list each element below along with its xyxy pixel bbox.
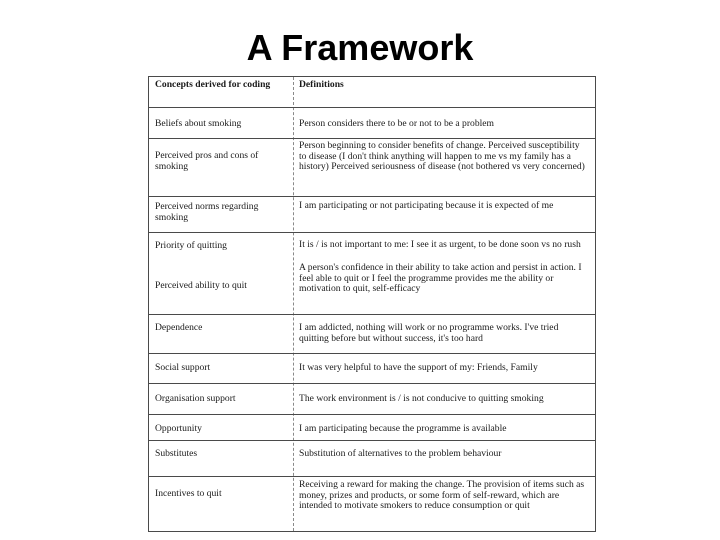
definition-cell: It was very helpful to have the support of my: Friends, Family xyxy=(299,362,538,373)
table-row xyxy=(149,197,595,233)
definition-cell: Substitution of alternatives to the problem behaviour xyxy=(299,448,502,459)
definition-cell: Person considers there to be or not to be a problem xyxy=(299,118,495,129)
concept-cell: Incentives to quit xyxy=(155,488,222,499)
concept-cell: Priority of quitting xyxy=(155,240,227,251)
slide-title: A Framework xyxy=(246,27,474,68)
definition-cell: A person's confidence in their ability to take action and persist in action. I feel able to quit or I feel the programme provides me the ability or motivation to quit, self-efficacy xyxy=(299,262,582,294)
definition-cell: The work environment is / is not conducive to quitting smoking xyxy=(299,393,544,404)
concept-cell: Organisation support xyxy=(155,393,236,404)
definition-cell: Receiving a reward for making the change. The provision of items such as money, prizes and products, or some form of self-reward, which are intended to motivate smokers to reduce consumption or quit xyxy=(299,479,585,511)
table-row xyxy=(149,108,595,139)
concept-cell: Substitutes xyxy=(155,448,198,459)
table-row xyxy=(149,314,595,354)
table-row xyxy=(149,441,595,477)
table-row xyxy=(149,415,595,441)
definition-cell: Person beginning to consider benefits of change. Perceived susceptibility to disease (I don't think anything will happen to me vs my family has a history) Perceived seriousness of disease (not bothered vs very concerned) xyxy=(299,140,585,172)
concept-cell: Perceived ability to quit xyxy=(155,280,247,291)
concept-cell: Dependence xyxy=(155,322,203,333)
table-header-row xyxy=(149,77,595,108)
framework-table xyxy=(148,76,596,532)
concept-cell: Opportunity xyxy=(155,423,202,434)
concept-cell: Perceived pros and cons of smoking xyxy=(155,150,259,172)
table-row xyxy=(149,477,595,531)
table-row xyxy=(149,139,595,197)
table-row xyxy=(149,353,595,384)
header-concepts: Concepts derived for coding xyxy=(155,79,271,90)
definition-cell: I am participating because the programme is available xyxy=(299,423,507,434)
concept-cell: Social support xyxy=(155,362,211,373)
table-row xyxy=(149,233,595,313)
definition-cell: It is / is not important to me: I see it as urgent, to be done soon vs no rush xyxy=(299,239,581,250)
concept-cell: Perceived norms regarding smoking xyxy=(155,201,259,223)
table-row xyxy=(149,384,595,415)
concept-cell: Beliefs about smoking xyxy=(155,118,242,129)
definition-cell: I am addicted, nothing will work or no programme works. I've tried quitting before but without success, it's too hard xyxy=(299,322,559,344)
definition-cell: I am participating or not participating because it is expected of me xyxy=(299,200,554,211)
header-definitions: Definitions xyxy=(299,79,344,90)
